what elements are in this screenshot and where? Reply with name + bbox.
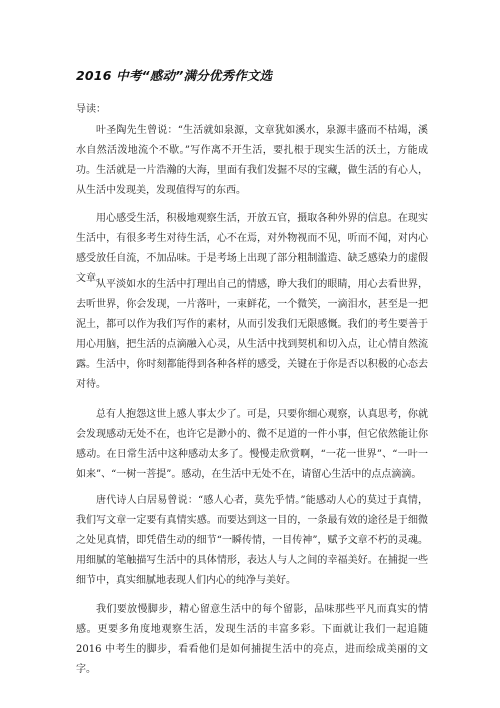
paragraph-1: 叶圣陶先生曾说：“生活就如泉源，文章犹如溪水，泉源丰盛而不枯竭，溪水自然活泼地流个不歇。”写作离不开生活，要扎根于现实生活的沃土，方能成功。生活就是一片浩瀚的大海，里面有我们发掘不尽的宝藏，做生活的有心人，从生活中发现美，发现值得写的东西。 — [76, 125, 428, 196]
paragraph-2: 用心感受生活，积极地观察生活，开放五官，摄取各种外界的信息。在现实生活中，有很多考生对待生活，心不在焉，对外物视而不见，听而不闻，对内心感受放任自流，不加品味。于是考场上出现了部分粗制滥造、缺乏感染力的虚假文章。 — [76, 213, 428, 284]
intro-label: 导读： — [76, 104, 106, 115]
paragraph-4: 总有人抱怨这世上感人事太少了。可是，只要你细心观察，认真思考，你就会发现感动无处不在，也许它是渺小的、微不足道的一件小事，但它依然能让你感动。在日常生活中这种感动太多了。慢慢走欣赏啊，“一花一世界”、“一叶一如来”、“一树一菩提”。感动，在生活中无处不在，请留心生活中的点点滴滴。 — [76, 409, 428, 480]
paragraph-6: 我们要放慢脚步，精心留意生活中的每个留影，品味那些平凡而真实的情感。更要多角度地观察生活，发现生活的丰富多彩。下面就让我们一起追随 2016 中考生的脚步，看看他们是如何捕捉生活中的亮点，进而绘成美丽的文字。 — [76, 604, 428, 675]
document-title: 2016 中考“感动”满分优秀作文选 — [76, 68, 273, 83]
paragraph-5: 唐代诗人白居易曾说：“感人心者，莫先乎情。”能感动人心的莫过于真情，我们写文章一定要有真情实感。而要达到这一目的，一条最有效的途径是于细微之处见真情，即凭借生动的细节“一瞬传情，一目传神”，赋予文章不朽的灵魂。用细腻的笔触描写生活中的具体情形，表达人与人之间的幸福美好。在捕捉一些细节中，真实细腻地表现人们内心的纯净与美好。 — [76, 495, 428, 586]
paragraph-3: 从平淡如水的生活中打理出自己的情感，睁大我们的眼睛，用心去看世界，去听世界，你会发现，一片落叶，一束鲜花，一个微笑，一滴泪水，甚至是一把泥土，都可以作为我们写作的素材，从而引发我们无限感慨。我们的考生要善于用心用脑，把生活的点滴融入心灵，从生活中找到契机和切入点，让心情自然流露。生活中，你时刻都能得到各种各样的感受，关键在于你是否以积极的心态去对待。 — [76, 279, 428, 390]
